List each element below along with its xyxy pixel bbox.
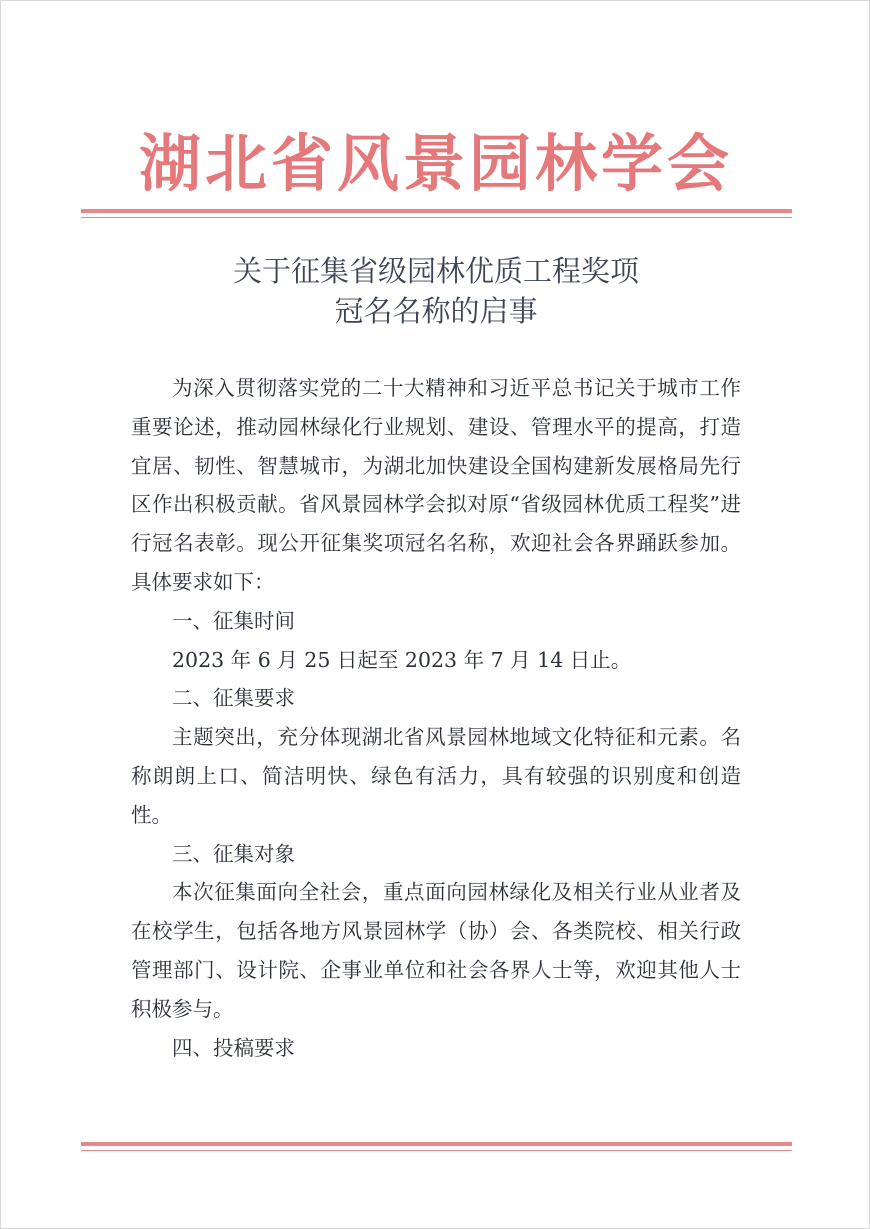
organization-masthead: 湖北省风景园林学会 (138, 127, 733, 200)
header-rule-thick (81, 209, 792, 213)
section3-text: 本次征集面向全社会，重点面向园林绿化及相关行业从业者及在校学生，包括各地方风景园林学（协）会、各类院校、相关行政管理部门、设计院、企事业单位和社会各界人士等，欢迎其他人士积极参与。 (131, 880, 741, 1021)
document-title-line1: 关于征集省级园林优质工程奖项 (232, 254, 639, 288)
footer-rule-thick (81, 1142, 792, 1146)
intro-paragraph: 为深入贯彻落实党的二十大精神和习近平总书记关于城市工作重要论述，推动园林绿化行业规划、建设、管理水平的提高，打造宜居、韧性、智慧城市，为湖北加快建设全国构建新发展格局先行区作出积极贡献。省风景园林学会拟对原“省级园林优质工程奖”进行冠名表彰。现公开征集奖项冠名名称，欢迎社会各界踊跃参加。具体要求如下： (131, 376, 741, 594)
section1-text: 2023 年 6 月 25 日起至 2023 年 7 月 14 日止。 (172, 647, 632, 672)
section4-heading: 四、投稿要求 (172, 1035, 295, 1060)
section2-text: 主题突出，充分体现湖北省风景园林地域文化特征和元素。名称朗朗上口、简洁明快、绿色有活力，具有较强的识别度和创造性。 (131, 725, 741, 827)
section2-heading: 二、征集要求 (172, 686, 295, 711)
document-title-line2: 冠名名称的启事 (334, 294, 538, 328)
header-rule-thin (81, 217, 792, 218)
document-body (131, 369, 741, 1067)
section1-heading: 一、征集时间 (172, 608, 295, 633)
footer-rule-thin (81, 1150, 792, 1151)
section3-heading: 三、征集对象 (172, 841, 295, 866)
